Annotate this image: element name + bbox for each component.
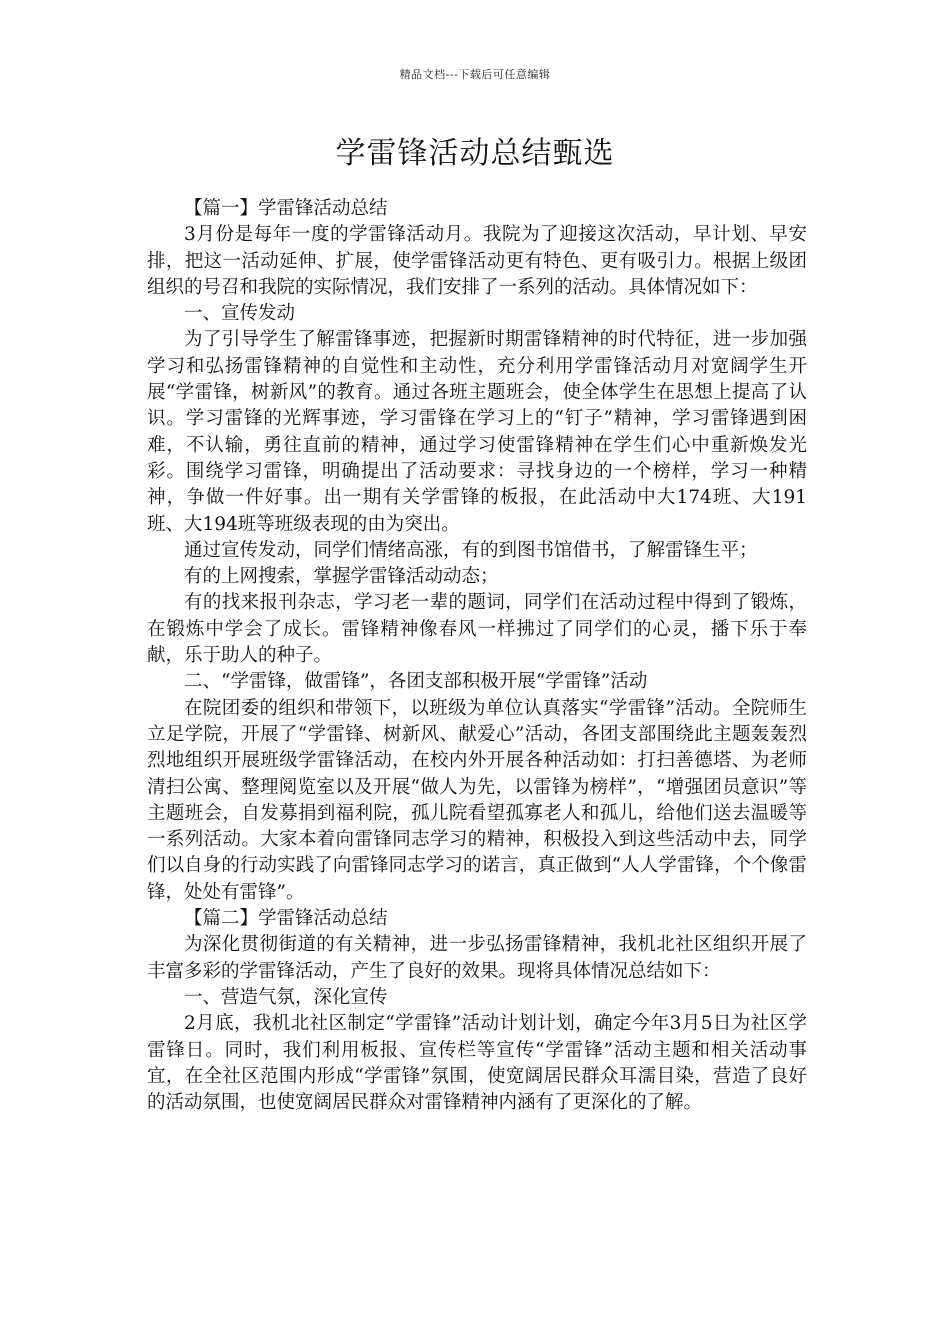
paragraph-publicity: 为了引导学生了解雷锋事迹，把握新时期雷锋精神的时代特征，进一步加强学习和弘扬雷锋精神的自觉性和主动性，充分利用学雷锋活动月对宽阔学生开展“学雷锋，树新风”的教育。通过各班主题班会，使全体学生在思想上提高了认识。学习雷锋的光辉事迹，学习雷锋在学习上的“钉子”精神，学习雷锋遇到困难，不认输，勇往直前的精神，通过学习使雷锋精神在学生们心中重新焕发光彩。围绕学习雷锋，明确提出了活动要求：寻找身边的一个榜样，学习一种精神，争做一件好事。出一期有关学雷锋的板报，在此活动中大174班、大191班、大194班等班级表现的由为突出。 (147, 329, 807, 535)
paragraph-activities: 在院团委的组织和带领下，以班级为单位认真落实“学雷锋”活动。全院师生立足学院，开展了“学雷锋、树新风、献爱心”活动，各团支部围绕此主题轰轰烈烈地组织开展班级学雷锋活动，在校内外开展各种活动如：打扫善德塔、为老师清扫公寓、整理阅览室以及开展“做人为先，以雷锋为榜样”，“增强团员意识”等主题班会，自发募捐到福利院，孤儿院看望孤寡老人和孤儿，给他们送去温暖等一系列活动。大家本着向雷锋同志学习的精神，积极投入到这些活动中去，同学们以自身的行动实践了向雷锋同志学习的诺言，真正做到“人人学雷锋，个个像雷锋，处处有雷锋”。 (147, 697, 807, 903)
paragraph-atmosphere: 2月底，我机北社区制定“学雷锋”活动计划计划，确定今年3月5日为社区学雷锋日。同时，我们利用板报、宣传栏等宣传“学雷锋”活动主题和相关活动事宜，在全社区范围内形成“学雷锋”氛围，使宽阔居民群众耳濡目染，营造了良好的活动氛围，也使宽阔居民群众对雷锋精神内涵有了更深化的了解。 (147, 1013, 807, 1114)
subheading-publicity: 一、宣传发动 (184, 303, 296, 325)
paragraph-library: 通过宣传发动，同学们情绪高涨，有的到图书馆借书，了解雷锋生平； (184, 539, 758, 561)
section-heading-part-two: 【篇二】学雷锋活动总结 (184, 908, 388, 930)
subheading-atmosphere: 一、营造气氛，深化宣传 (184, 986, 388, 1008)
section-heading-part-one: 【篇一】学雷锋活动总结 (184, 198, 388, 219)
paragraph-newspapers: 有的找来报刊杂志，学习老一辈的题词，同学们在活动过程中得到了锻炼，在锻炼中学会了成长。雷锋精神像春风一样拂过了同学们的心灵，播下乐于奉献，乐于助人的种子。 (147, 592, 807, 667)
subheading-activities: 二、“学雷锋，做雷锋”，各团支部积极开展“学雷锋”活动 (184, 671, 648, 693)
paragraph-community-intro: 为深化贯彻街道的有关精神，进一步弘扬雷锋精神，我机北社区组织开展了丰富多彩的学雷锋活动，产生了良好的效果。现将具体情况总结如下： (147, 934, 807, 982)
paragraph-intro: 3月份是每年一度的学雷锋活动月。我院为了迎接这次活动，早计划、早安排，把这一活动延伸、扩展，使学雷锋活动更有特色、更有吸引力。根据上级团组织的号召和我院的实际情况，我们安排了一系列的活动。具体情况如下： (147, 224, 807, 298)
document-title: 学雷锋活动总结甄选 (335, 136, 615, 171)
document-body (147, 196, 807, 1116)
header-note: 精品文档---下载后可任意编辑 (399, 68, 551, 81)
paragraph-online: 有的上网搜索，掌握学雷锋活动动态； (184, 566, 499, 588)
